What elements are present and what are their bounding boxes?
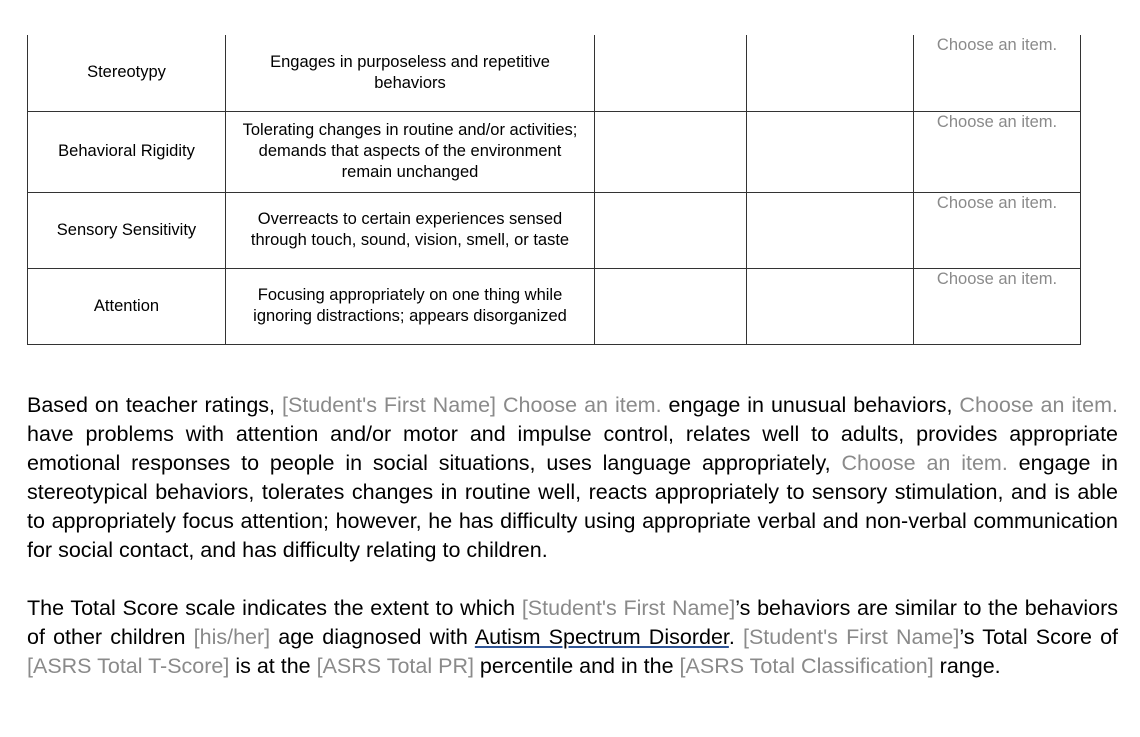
scale-name-cell: Behavioral Rigidity	[28, 111, 226, 192]
asrs-total-pr-placeholder[interactable]: [ASRS Total PR]	[316, 654, 474, 678]
scale-description-text: Overreacts to certain experiences sensed through touch, sound, vision, smell, or taste	[250, 210, 570, 249]
student-first-name-placeholder[interactable]: [Student's First Name]	[521, 596, 736, 620]
total-score-paragraph	[27, 594, 1118, 681]
choose-item-dropdown[interactable]: Choose an item.	[936, 112, 1058, 131]
rating-dropdown-cell[interactable]	[914, 268, 1081, 344]
empty-cell[interactable]	[747, 268, 914, 344]
scale-name-cell: Sensory Sensitivity	[28, 192, 226, 268]
text-span: ’s behaviors are similar to the behaviors of other children	[27, 596, 1118, 649]
text-span: engage in stereotypical behaviors, tolerates changes in routine well, reacts appropriately to sensory stimulation, and is able to appropriately focus attention; however, he has difficulty using appropriate verbal and non-verbal communication for social contact, and has difficulty relating to children.	[27, 451, 1118, 562]
text-span: range.	[933, 654, 1001, 678]
student-first-name-placeholder[interactable]: [Student's First Name]	[282, 393, 497, 417]
choose-item-dropdown[interactable]: Choose an item.	[936, 193, 1058, 212]
asrs-total-classification-placeholder[interactable]: [ASRS Total Classification]	[679, 654, 934, 678]
scale-name-cell: Attention	[28, 268, 226, 344]
text-span: age diagnosed with	[270, 625, 475, 649]
scale-description-cell	[226, 192, 595, 268]
rating-dropdown-cell[interactable]	[914, 35, 1081, 111]
his-her-placeholder[interactable]: [his/her]	[193, 625, 271, 649]
text-span: The Total Score scale indicates the extent to which	[27, 596, 522, 620]
rating-dropdown-cell[interactable]	[914, 192, 1081, 268]
empty-cell[interactable]	[747, 192, 914, 268]
empty-cell[interactable]	[595, 192, 747, 268]
table-row	[28, 111, 1081, 192]
rating-scale-table	[27, 35, 1081, 345]
choose-item-dropdown[interactable]: Choose an item.	[936, 269, 1058, 288]
text-span: Based on teacher ratings,	[27, 393, 282, 417]
choose-item-dropdown[interactable]: Choose an item.	[936, 36, 1058, 54]
table-row	[28, 35, 1081, 111]
text-span: engage in unusual behaviors,	[661, 393, 960, 417]
empty-cell[interactable]	[595, 268, 747, 344]
teacher-ratings-paragraph	[27, 391, 1118, 565]
scale-description-cell	[226, 111, 595, 192]
scale-description-cell	[226, 35, 595, 111]
scale-description-cell	[226, 268, 595, 344]
text-span: is at the	[229, 654, 317, 678]
empty-cell[interactable]	[595, 35, 747, 111]
empty-cell[interactable]	[747, 35, 914, 111]
empty-cell[interactable]	[595, 111, 747, 192]
choose-item-dropdown[interactable]: Choose an item.	[503, 393, 662, 417]
asrs-total-t-score-placeholder[interactable]: [ASRS Total T-Score]	[27, 654, 230, 678]
scale-description-text: Focusing appropriately on one thing while ignoring distractions; appears disorganized	[253, 286, 567, 325]
student-first-name-placeholder[interactable]: [Student's First Name]	[742, 625, 960, 649]
choose-item-dropdown[interactable]: Choose an item.	[841, 451, 1008, 475]
choose-item-dropdown[interactable]: Choose an item.	[959, 393, 1118, 417]
empty-cell[interactable]	[747, 111, 914, 192]
text-span: percentile and in the	[473, 654, 680, 678]
autism-spectrum-disorder-link[interactable]: Autism Spectrum Disorder	[474, 625, 729, 649]
text-span: have problems with attention and/or motor and impulse control, relates well to adults, provides appropriate emotional responses to people in social situations, uses language appropriately,	[27, 422, 1118, 475]
table-row	[28, 268, 1081, 344]
text-span: .	[728, 625, 743, 649]
text-span	[496, 393, 503, 417]
scale-description-text: Engages in purposeless and repetitive behaviors	[270, 52, 550, 92]
text-span: ’s Total Score of	[959, 625, 1118, 649]
table-row	[28, 192, 1081, 268]
scale-name-cell: Stereotypy	[28, 35, 226, 111]
scale-description-text: Tolerating changes in routine and/or activities; demands that aspects of the environment remain unchanged	[242, 121, 578, 181]
rating-dropdown-cell[interactable]	[914, 111, 1081, 192]
